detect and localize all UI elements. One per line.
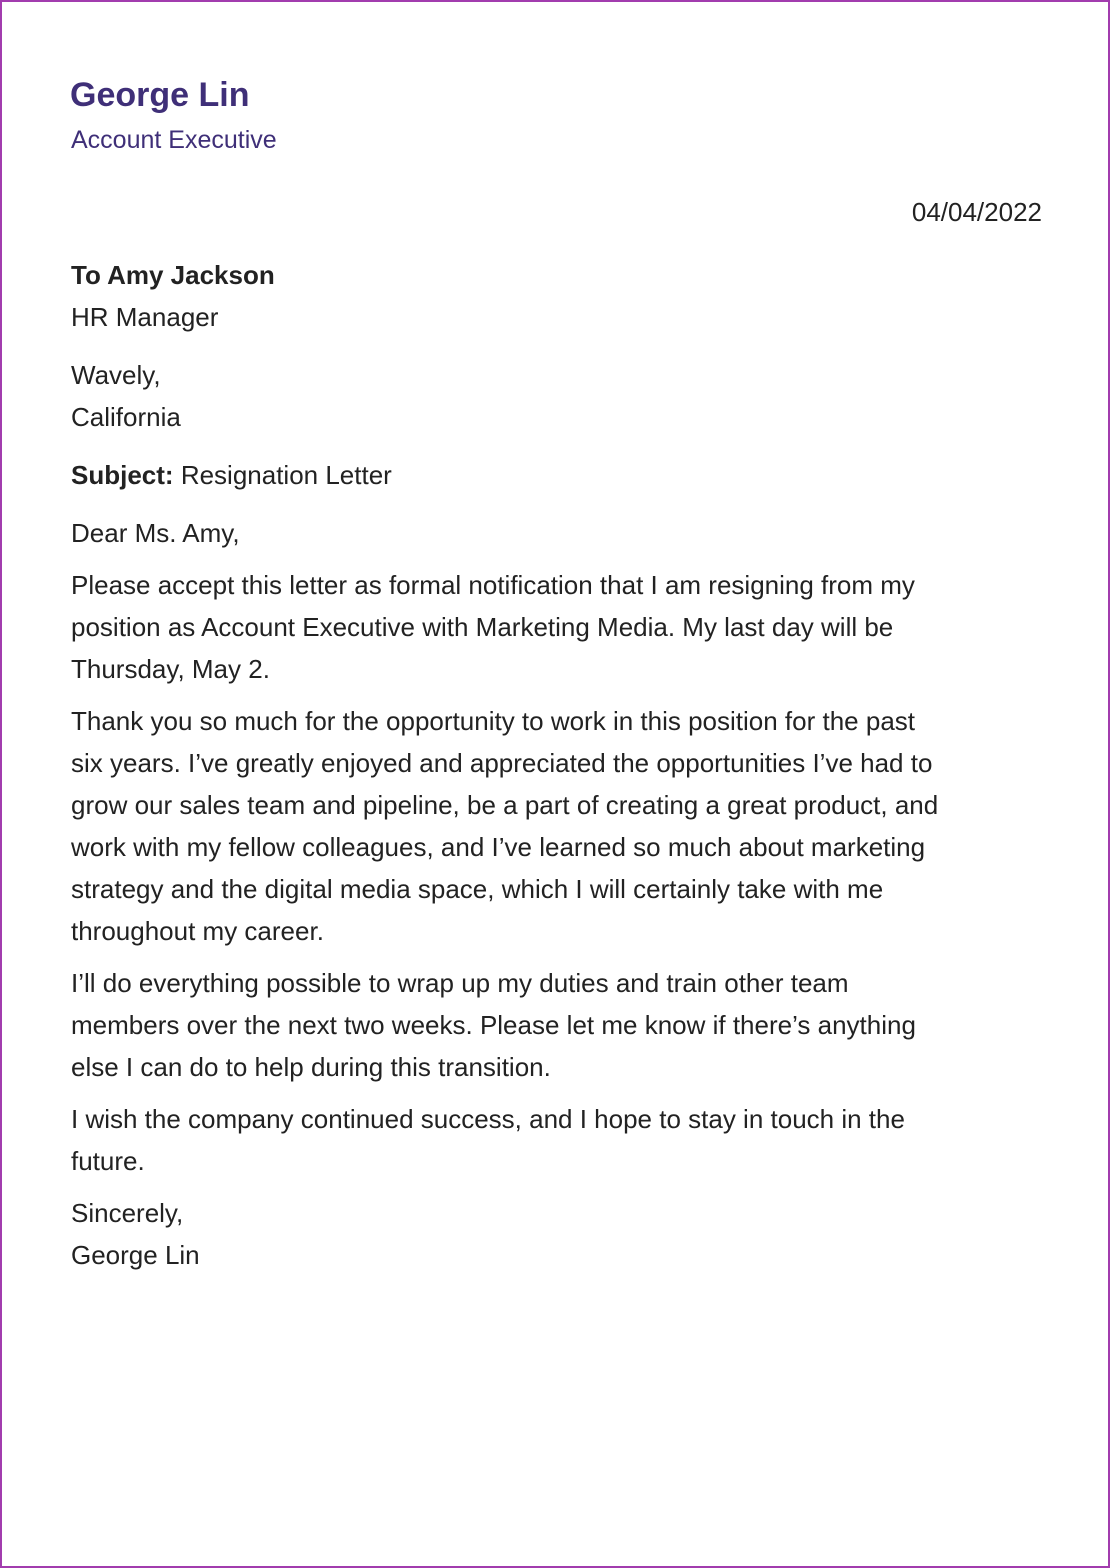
letter-date: 04/04/2022 — [911, 197, 1042, 227]
recipient-title: HR Manager — [71, 302, 219, 332]
body-paragraph — [71, 1098, 1071, 1182]
closing-block — [71, 1192, 1071, 1276]
subject-value: Resignation Letter — [180, 460, 392, 490]
subject-label: Subject: — [71, 460, 174, 490]
paragraph-line: work with my fellow colleagues, and I’ve learned so much about marketing — [71, 832, 926, 862]
recipient-address — [71, 354, 1071, 438]
paragraph-line: Thursday, May 2. — [71, 654, 270, 684]
paragraph-line: I’ll do everything possible to wrap up my duties and train other team — [71, 968, 849, 998]
closing: Sincerely, — [71, 1198, 184, 1228]
paragraph-line: future. — [71, 1146, 145, 1176]
paragraph-line: grow our sales team and pipeline, be a part of creating a great product, and — [71, 790, 939, 820]
body-paragraph — [71, 962, 1071, 1088]
signature: George Lin — [71, 1240, 200, 1270]
paragraph-line: Thank you so much for the opportunity to work in this position for the past — [71, 706, 915, 736]
greeting: Dear Ms. Amy, — [71, 518, 240, 548]
paragraph-line: I wish the company continued success, and I hope to stay in touch in the — [71, 1104, 905, 1134]
paragraph-line: else I can do to help during this transition. — [71, 1052, 551, 1082]
paragraph-line: six years. I’ve greatly enjoyed and appreciated the opportunities I’ve had to — [71, 748, 933, 778]
paragraph-line: members over the next two weeks. Please let me know if there’s anything — [71, 1010, 916, 1040]
address-line: Wavely, — [71, 360, 161, 390]
recipient-block — [71, 254, 1071, 338]
letter-body — [71, 254, 1071, 1292]
subject-line — [71, 454, 1071, 496]
address-line: California — [71, 402, 181, 432]
paragraph-line: strategy and the digital media space, which I will certainly take with me — [71, 874, 884, 904]
sender-name: George Lin — [70, 76, 250, 114]
body-paragraph — [71, 700, 1071, 952]
paragraph-line: Please accept this letter as formal notification that I am resigning from my — [71, 570, 915, 600]
paragraph-line: throughout my career. — [71, 916, 324, 946]
recipient-name: To Amy Jackson — [71, 260, 275, 290]
body-paragraph — [71, 564, 1071, 690]
sender-title: Account Executive — [71, 126, 277, 154]
paragraph-line: position as Account Executive with Marketing Media. My last day will be — [71, 612, 894, 642]
